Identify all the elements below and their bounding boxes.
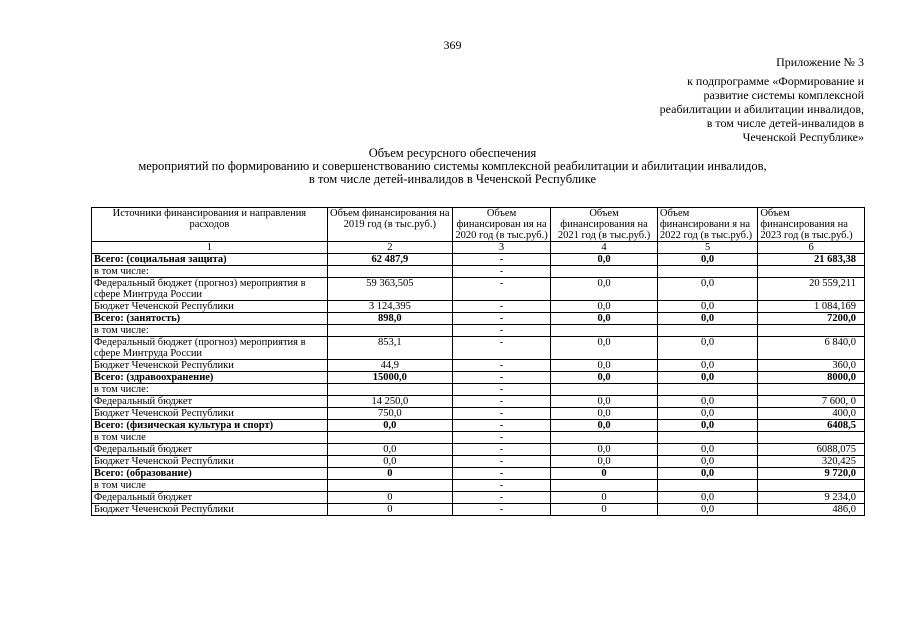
value-cell: 0,0 <box>657 301 757 313</box>
value-cell <box>551 384 658 396</box>
row-label: Всего: (физическая культура и спорт) <box>92 420 328 432</box>
row-label: Федеральный бюджет (прогноз) мероприятия в сфере Минтруда России <box>92 337 328 360</box>
value-cell: 0 <box>551 504 658 516</box>
value-cell: 0 <box>327 468 452 480</box>
header-2020: Объем финансирован ия на 2020 год (в тыс.руб.) <box>452 208 550 242</box>
table-row <box>92 384 865 396</box>
table-row <box>92 504 865 516</box>
value-cell: 9 234,0 <box>758 492 865 504</box>
row-label: в том числе <box>92 480 328 492</box>
value-cell: 0,0 <box>657 254 757 266</box>
value-cell: 0,0 <box>551 396 658 408</box>
value-cell: 0,0 <box>551 254 658 266</box>
table-row <box>92 266 865 278</box>
value-cell: 0,0 <box>551 372 658 384</box>
value-cell <box>758 266 865 278</box>
value-cell: - <box>452 468 550 480</box>
value-cell: - <box>452 384 550 396</box>
appendix-title: Приложение № 3 <box>776 55 864 69</box>
document-title <box>0 147 905 186</box>
row-label: Бюджет Чеченской Республики <box>92 456 328 468</box>
column-number: 5 <box>657 242 757 254</box>
value-cell: 0 <box>551 468 658 480</box>
value-cell: 898,0 <box>327 313 452 325</box>
value-cell: 9 720,0 <box>758 468 865 480</box>
value-cell: - <box>452 254 550 266</box>
row-label: Бюджет Чеченской Республики <box>92 301 328 313</box>
value-cell: - <box>452 408 550 420</box>
column-number: 3 <box>452 242 550 254</box>
table-row <box>92 468 865 480</box>
value-cell: - <box>452 480 550 492</box>
row-label: Всего: (здравоохранение) <box>92 372 328 384</box>
title-line: мероприятий по формированию и совершенствованию системы комплексной реабилитации и абилитации инвалидов, <box>138 159 767 173</box>
value-cell: 0,0 <box>551 456 658 468</box>
appendix-line: реабилитации и абилитации инвалидов, <box>659 102 864 116</box>
value-cell <box>758 432 865 444</box>
value-cell: 6 840,0 <box>758 337 865 360</box>
row-label: Федеральный бюджет <box>92 396 328 408</box>
value-cell: 0,0 <box>657 444 757 456</box>
value-cell: 0,0 <box>657 408 757 420</box>
value-cell: 0,0 <box>657 337 757 360</box>
value-cell: 320,425 <box>758 456 865 468</box>
value-cell: 1 084,169 <box>758 301 865 313</box>
header-2019: Объем финансирования на 2019 год (в тыс.руб.) <box>327 208 452 242</box>
value-cell: - <box>452 420 550 432</box>
table-row <box>92 396 865 408</box>
value-cell: 0,0 <box>657 278 757 301</box>
row-label: Всего: (образование) <box>92 468 328 480</box>
table-row <box>92 360 865 372</box>
table-row <box>92 444 865 456</box>
title-line: в том числе детей-инвалидов в Чеченской Республике <box>308 172 597 186</box>
column-number: 6 <box>758 242 865 254</box>
value-cell: 0,0 <box>657 396 757 408</box>
value-cell <box>758 384 865 396</box>
value-cell: 0,0 <box>657 468 757 480</box>
value-cell: 750,0 <box>327 408 452 420</box>
row-label: Всего: (занятость) <box>92 313 328 325</box>
row-label: Федеральный бюджет <box>92 492 328 504</box>
row-label: в том числе: <box>92 325 328 337</box>
value-cell: 0 <box>327 504 452 516</box>
value-cell: - <box>452 278 550 301</box>
table-row <box>92 254 865 266</box>
row-label: Бюджет Чеченской Республики <box>92 504 328 516</box>
row-label: в том числе: <box>92 266 328 278</box>
table-row <box>92 372 865 384</box>
value-cell <box>657 266 757 278</box>
column-number-row <box>92 242 865 254</box>
value-cell: 7200,0 <box>758 313 865 325</box>
appendix-block <box>660 55 864 144</box>
row-label: Федеральный бюджет (прогноз) мероприятия в сфере Минтруда России <box>92 278 328 301</box>
table-row <box>92 492 865 504</box>
header-2022: Объем финансировани я на 2022 год (в тыс.руб.) <box>657 208 757 242</box>
appendix-line: Чеченской Республике» <box>742 130 864 144</box>
table-row <box>92 313 865 325</box>
value-cell: 59 363,505 <box>327 278 452 301</box>
value-cell: 0,0 <box>551 360 658 372</box>
value-cell: - <box>452 456 550 468</box>
row-label: Федеральный бюджет <box>92 444 328 456</box>
value-cell: - <box>452 492 550 504</box>
value-cell: - <box>452 372 550 384</box>
value-cell <box>327 432 452 444</box>
value-cell: 853,1 <box>327 337 452 360</box>
row-label: в том числе: <box>92 384 328 396</box>
value-cell <box>327 480 452 492</box>
value-cell: 21 683,38 <box>758 254 865 266</box>
value-cell: 0 <box>551 492 658 504</box>
table-row <box>92 420 865 432</box>
value-cell: 0,0 <box>657 492 757 504</box>
value-cell <box>657 325 757 337</box>
value-cell <box>657 384 757 396</box>
value-cell: - <box>452 432 550 444</box>
table-row <box>92 337 865 360</box>
funding-table <box>91 207 865 516</box>
header-sources: Источники финансирования и направления расходов <box>92 208 328 242</box>
header-2023: Объем финансирования на 2023 год (в тыс.руб.) <box>758 208 865 242</box>
table-row <box>92 408 865 420</box>
row-label: Всего: (социальная защита) <box>92 254 328 266</box>
value-cell: - <box>452 360 550 372</box>
value-cell: 0 <box>327 492 452 504</box>
value-cell: 360,0 <box>758 360 865 372</box>
value-cell: 44,9 <box>327 360 452 372</box>
title-line: Объем ресурсного обеспечения <box>368 146 537 160</box>
value-cell: 0,0 <box>657 504 757 516</box>
appendix-line: развитие системы комплексной <box>703 88 864 102</box>
value-cell: 0,0 <box>657 360 757 372</box>
value-cell: 0,0 <box>551 278 658 301</box>
value-cell: 0,0 <box>657 372 757 384</box>
value-cell: 0,0 <box>551 420 658 432</box>
table-row <box>92 301 865 313</box>
value-cell: - <box>452 504 550 516</box>
value-cell: 0,0 <box>657 456 757 468</box>
value-cell: - <box>452 313 550 325</box>
value-cell: 0,0 <box>327 420 452 432</box>
value-cell: 0,0 <box>551 408 658 420</box>
table-row <box>92 432 865 444</box>
value-cell: - <box>452 301 550 313</box>
value-cell <box>327 266 452 278</box>
table-body <box>92 254 865 516</box>
value-cell: 20 559,211 <box>758 278 865 301</box>
value-cell: 7 600, 0 <box>758 396 865 408</box>
value-cell: 0,0 <box>657 313 757 325</box>
value-cell <box>758 325 865 337</box>
value-cell: 3 124,395 <box>327 301 452 313</box>
appendix-line: в том числе детей-инвалидов в <box>706 116 864 130</box>
value-cell: 62 487,9 <box>327 254 452 266</box>
value-cell: 14 250,0 <box>327 396 452 408</box>
value-cell: 0,0 <box>551 337 658 360</box>
value-cell: 8000,0 <box>758 372 865 384</box>
value-cell: 486,0 <box>758 504 865 516</box>
row-label: Бюджет Чеченской Республики <box>92 408 328 420</box>
column-number: 4 <box>551 242 658 254</box>
value-cell: 6408,5 <box>758 420 865 432</box>
value-cell <box>758 480 865 492</box>
column-number: 2 <box>327 242 452 254</box>
value-cell: 0,0 <box>551 444 658 456</box>
table-row <box>92 456 865 468</box>
value-cell <box>657 432 757 444</box>
value-cell <box>551 432 658 444</box>
value-cell: - <box>452 396 550 408</box>
value-cell <box>327 384 452 396</box>
value-cell: 0,0 <box>657 420 757 432</box>
value-cell <box>551 480 658 492</box>
value-cell <box>551 325 658 337</box>
row-label: Бюджет Чеченской Республики <box>92 360 328 372</box>
value-cell: 0,0 <box>327 456 452 468</box>
appendix-line: к подпрограмме «Формирование и <box>687 74 864 88</box>
value-cell: 6088,075 <box>758 444 865 456</box>
value-cell <box>327 325 452 337</box>
header-2021: Объем финансирования на 2021 год (в тыс.руб.) <box>551 208 658 242</box>
value-cell: 0,0 <box>327 444 452 456</box>
value-cell: - <box>452 266 550 278</box>
value-cell: - <box>452 325 550 337</box>
value-cell <box>657 480 757 492</box>
value-cell: - <box>452 337 550 360</box>
table-row <box>92 278 865 301</box>
value-cell: 15000,0 <box>327 372 452 384</box>
value-cell: 0,0 <box>551 313 658 325</box>
value-cell <box>551 266 658 278</box>
table-row <box>92 480 865 492</box>
table-header-row <box>92 208 865 242</box>
value-cell: - <box>452 444 550 456</box>
value-cell: 400,0 <box>758 408 865 420</box>
table-row <box>92 325 865 337</box>
column-number: 1 <box>92 242 328 254</box>
value-cell: 0,0 <box>551 301 658 313</box>
row-label: в том числе <box>92 432 328 444</box>
page-number: 369 <box>443 38 462 52</box>
